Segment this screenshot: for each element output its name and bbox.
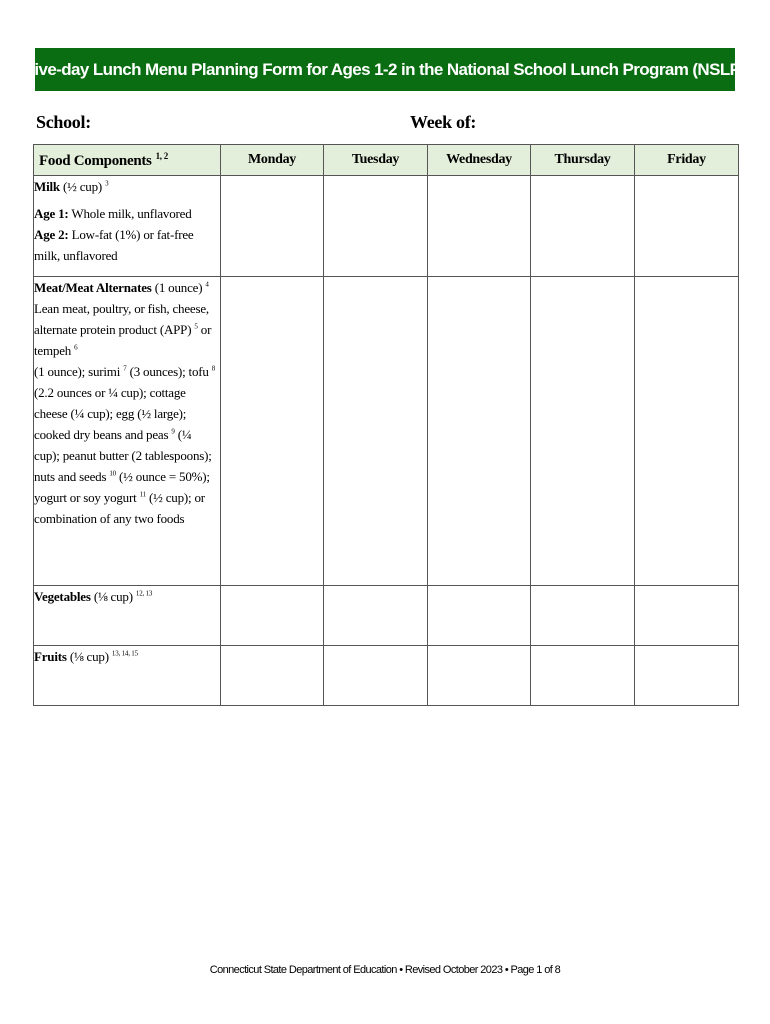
milk-amount: (½ cup) bbox=[63, 179, 103, 194]
fruits-tuesday-cell[interactable] bbox=[324, 646, 428, 706]
vegetables-component-cell bbox=[34, 586, 221, 646]
vegetables-name: Vegetables bbox=[34, 589, 91, 604]
food-components-header bbox=[34, 145, 221, 176]
vegetables-friday-cell[interactable] bbox=[635, 586, 739, 646]
table-row-meat-alternates bbox=[34, 277, 739, 586]
milk-footnote: 3 bbox=[105, 179, 109, 188]
form-title: Five-day Lunch Menu Planning Form for Ages 1-2 in the National School Lunch Program (NSLP) bbox=[35, 48, 735, 91]
meat-text-2: or tempeh bbox=[34, 322, 212, 358]
meat-text-3: (1 ounce); surimi bbox=[34, 364, 121, 379]
milk-name: Milk bbox=[34, 179, 60, 194]
fruits-friday-cell[interactable] bbox=[635, 646, 739, 706]
milk-age2-text: Low-fat (1%) or fat-free milk, unflavored bbox=[34, 227, 194, 263]
meat-amount: (1 ounce) bbox=[154, 280, 203, 295]
meat-footnote-11: 11 bbox=[139, 490, 146, 499]
meat-footnote-5: 5 bbox=[194, 322, 198, 331]
meat-monday-cell[interactable] bbox=[221, 277, 324, 586]
meat-wednesday-cell[interactable] bbox=[428, 277, 531, 586]
table-row-milk bbox=[34, 176, 739, 277]
meat-text-1: Lean meat, poultry, or fish, cheese, alternate protein product (APP) bbox=[34, 301, 209, 337]
meat-friday-cell[interactable] bbox=[635, 277, 739, 586]
fruits-component-cell bbox=[34, 646, 221, 706]
fruits-monday-cell[interactable] bbox=[221, 646, 324, 706]
meat-thursday-cell[interactable] bbox=[531, 277, 635, 586]
fruits-amount: (⅛ cup) bbox=[69, 649, 109, 664]
page-footer: Connecticut State Department of Education • Revised October 2023 • Page 1 of 8 bbox=[209, 964, 561, 976]
meat-text-6: (¼ cup); peanut butter (2 tablespoons); nuts and seeds bbox=[34, 427, 212, 484]
milk-tuesday-cell[interactable] bbox=[324, 176, 428, 277]
vegetables-wednesday-cell[interactable] bbox=[428, 586, 531, 646]
meat-footnote-10: 10 bbox=[109, 469, 116, 478]
table-row-vegetables bbox=[34, 586, 739, 646]
milk-age1-label: Age 1: bbox=[34, 206, 69, 221]
vegetables-thursday-cell[interactable] bbox=[531, 586, 635, 646]
milk-wednesday-cell[interactable] bbox=[428, 176, 531, 277]
meat-text-5: (2.2 ounces or ¼ cup); cottage cheese (¼ cup); egg (½ large); cooked dry beans and peas bbox=[34, 385, 187, 442]
meat-footnote-9: 9 bbox=[171, 427, 175, 436]
milk-component-cell bbox=[34, 176, 221, 277]
table-row-fruits bbox=[34, 646, 739, 706]
vegetables-tuesday-cell[interactable] bbox=[324, 586, 428, 646]
vegetables-amount: (⅛ cup) bbox=[93, 589, 133, 604]
meat-footnote-6: 6 bbox=[74, 343, 78, 352]
fruits-name: Fruits bbox=[34, 649, 67, 664]
school-label: School: bbox=[36, 112, 91, 132]
milk-monday-cell[interactable] bbox=[221, 176, 324, 277]
food-components-footnote: 1, 2 bbox=[155, 150, 168, 161]
meat-text-8: (½ cup); or combination of any two foods bbox=[34, 490, 205, 526]
menu-planning-table bbox=[33, 144, 739, 706]
meat-footnote-8: 8 bbox=[211, 364, 216, 373]
day-header-monday: Monday bbox=[221, 145, 324, 176]
milk-friday-cell[interactable] bbox=[635, 176, 739, 277]
table-header-row bbox=[34, 145, 739, 176]
food-components-label: Food Components bbox=[39, 152, 152, 169]
vegetables-footnote: 12, 13 bbox=[135, 589, 153, 598]
fruits-thursday-cell[interactable] bbox=[531, 646, 635, 706]
fruits-footnote: 13, 14, 15 bbox=[111, 649, 138, 658]
fruits-wednesday-cell[interactable] bbox=[428, 646, 531, 706]
vegetables-monday-cell[interactable] bbox=[221, 586, 324, 646]
day-header-friday: Friday bbox=[635, 145, 739, 176]
meat-name: Meat/Meat Alternates bbox=[34, 280, 152, 295]
meat-footnote-7: 7 bbox=[123, 364, 127, 373]
meat-text-7: (½ ounce = 50%); yogurt or soy yogurt bbox=[34, 469, 210, 505]
day-header-thursday: Thursday bbox=[531, 145, 635, 176]
milk-age1-text: Whole milk, unflavored bbox=[71, 206, 192, 221]
day-header-wednesday: Wednesday bbox=[428, 145, 531, 176]
week-of-label: Week of: bbox=[410, 112, 477, 132]
milk-age2-label: Age 2: bbox=[34, 227, 69, 242]
meat-component-cell bbox=[34, 277, 221, 586]
meat-text-4: (3 ounces); tofu bbox=[129, 364, 209, 379]
meat-footnote-4: 4 bbox=[205, 280, 209, 289]
milk-thursday-cell[interactable] bbox=[531, 176, 635, 277]
day-header-tuesday: Tuesday bbox=[324, 145, 428, 176]
meat-tuesday-cell[interactable] bbox=[324, 277, 428, 586]
